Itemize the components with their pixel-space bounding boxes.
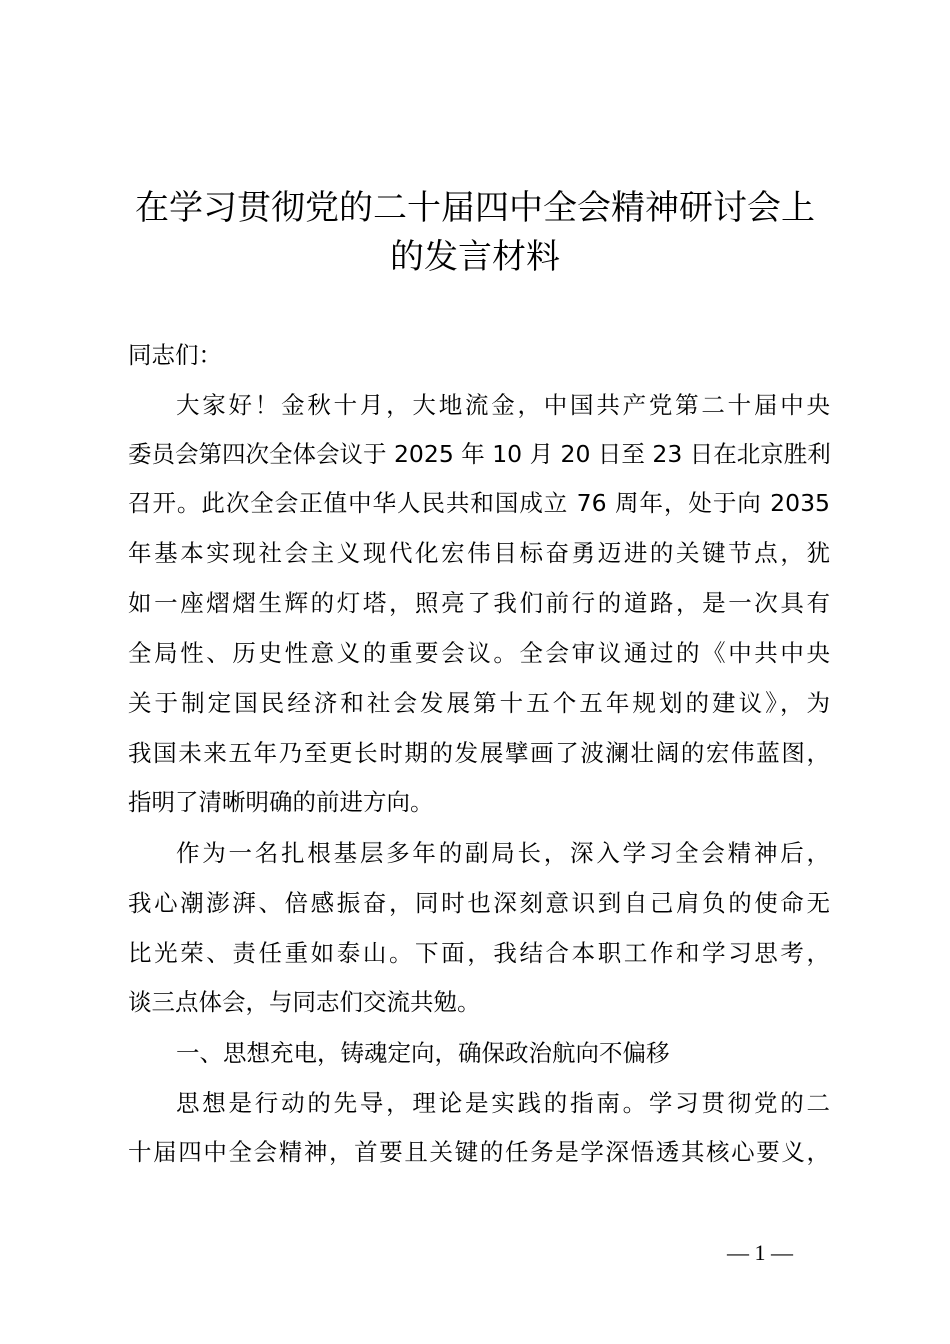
salutation: 同志们： xyxy=(128,341,222,369)
text-line: 关于制定国民经济和社会发展第十五个五年规划的建议》，为 xyxy=(128,689,830,717)
text-line: 十届四中全会精神，首要且关键的任务是学深悟透其核心要义， xyxy=(128,1138,830,1166)
section-heading-1: 一、思想充电，铸魂定向，确保政治航向不偏移 xyxy=(176,1039,670,1067)
text-line: 召开。此次全会正值中华人民共和国成立 76 周年，处于向 2035 xyxy=(128,489,830,517)
text-line: 指明了清晰明确的前进方向。 xyxy=(128,788,434,816)
text-line: 全局性、历史性意义的重要会议。全会审议通过的《中共中央 xyxy=(128,639,830,667)
text-line: 如一座熠熠生辉的灯塔，照亮了我们前行的道路，是一次具有 xyxy=(128,589,830,617)
text-line: 大家好！金秋十月，大地流金，中国共产党第二十届中央 xyxy=(176,391,830,419)
page-number: — 1 — xyxy=(727,1240,793,1265)
title-line-2: 的发言材料 xyxy=(390,237,560,277)
title-line-1: 在学习贯彻党的二十届四中全会精神研讨会上 xyxy=(135,188,815,228)
text-line: 年基本实现社会主义现代化宏伟目标奋勇迈进的关键节点，犹 xyxy=(128,539,830,567)
text-line: 谈三点体会，与同志们交流共勉。 xyxy=(128,988,481,1016)
text-line: 作为一名扎根基层多年的副局长，深入学习全会精神后， xyxy=(176,839,830,867)
text-line: 委员会第四次全体会议于 2025 年 10 月 20 日至 23 日在北京胜利 xyxy=(128,440,831,468)
text-line: 我心潮澎湃、倍感振奋，同时也深刻意识到自己肩负的使命无 xyxy=(128,889,830,917)
text-line: 思想是行动的先导，理论是实践的指南。学习贯彻党的二 xyxy=(176,1089,830,1117)
text-line: 比光荣、责任重如泰山。下面，我结合本职工作和学习思考， xyxy=(128,939,830,967)
text-line: 我国未来五年乃至更长时期的发展擘画了波澜壮阔的宏伟蓝图， xyxy=(128,739,830,767)
